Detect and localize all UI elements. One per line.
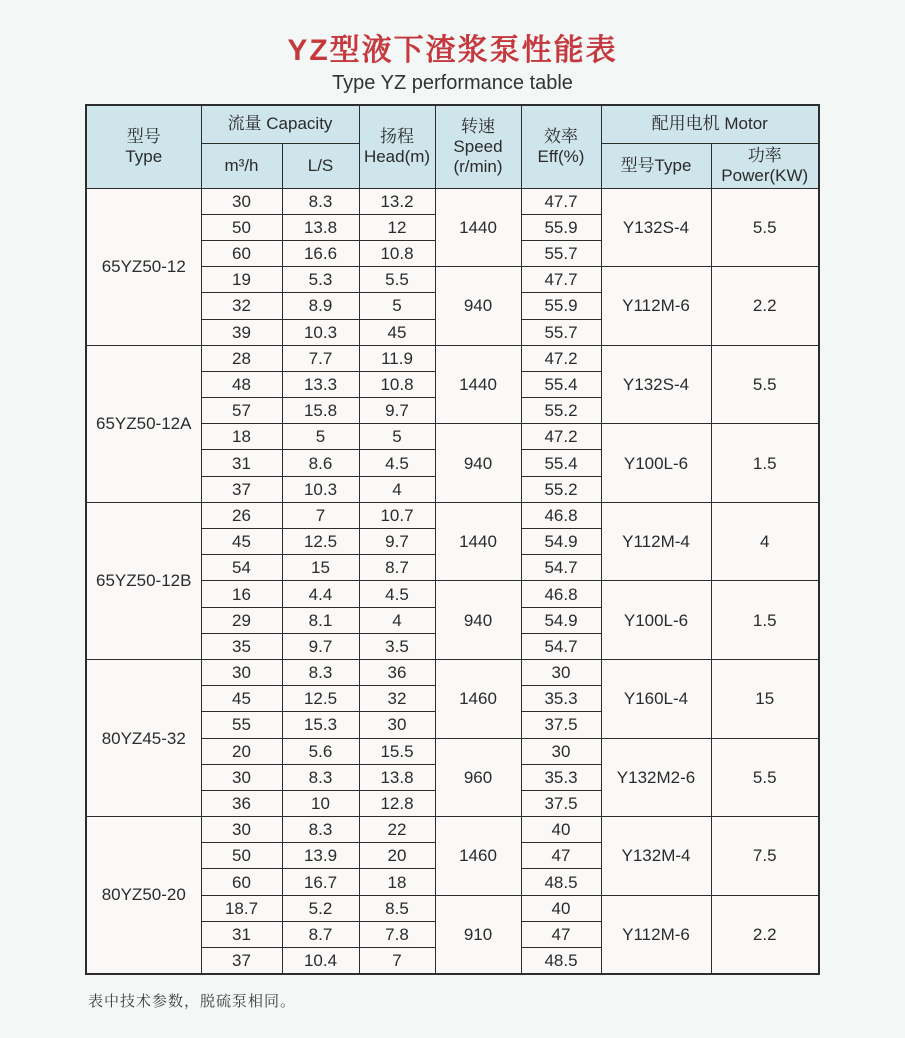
cell-head: 5 [359,293,435,319]
cell-head: 10.7 [359,502,435,528]
page-subtitle: Type YZ performance table [332,72,573,94]
cell-efficiency: 47.7 [521,188,601,214]
header-motor [601,105,819,143]
cell-flow-m3h: 60 [201,240,282,266]
cell-motor-type: Y132M2-6 [601,738,711,817]
cell-head: 15.5 [359,738,435,764]
cell-flow-ls: 10 [282,790,359,816]
cell-motor-type: Y112M-6 [601,267,711,346]
cell-flow-ls: 16.7 [282,869,359,895]
footnote: 表中技术参数，脱硫泵相同。 [88,992,297,1010]
cell-efficiency: 35.3 [521,686,601,712]
cell-head: 7.8 [359,921,435,947]
header-head-zh: 扬程 [380,126,414,146]
cell-flow-ls: 5 [282,424,359,450]
header-type [86,105,201,188]
cell-flow-m3h: 37 [201,476,282,502]
cell-efficiency: 47 [521,921,601,947]
page-title: YZ型液下渣浆泵性能表 [287,34,618,67]
cell-pump-model: 65YZ50-12B [86,502,201,659]
table-header [86,105,819,188]
cell-motor-power: 7.5 [711,817,819,896]
cell-flow-ls: 5.6 [282,738,359,764]
cell-motor-type: Y112M-6 [601,895,711,974]
cell-flow-ls: 13.3 [282,371,359,397]
cell-flow-m3h: 39 [201,319,282,345]
cell-flow-ls: 9.7 [282,633,359,659]
cell-flow-m3h: 18 [201,424,282,450]
cell-flow-ls: 13.8 [282,214,359,240]
cell-flow-ls: 7.7 [282,345,359,371]
cell-flow-m3h: 36 [201,790,282,816]
header-head [359,105,435,188]
cell-head: 12.8 [359,790,435,816]
cell-head: 4.5 [359,450,435,476]
cell-flow-m3h: 55 [201,712,282,738]
cell-flow-ls: 4.4 [282,581,359,607]
cell-motor-type: Y112M-4 [601,502,711,581]
cell-efficiency: 35.3 [521,764,601,790]
cell-flow-ls: 8.3 [282,764,359,790]
cell-flow-m3h: 31 [201,450,282,476]
cell-head: 8.7 [359,555,435,581]
cell-head: 36 [359,659,435,685]
cell-motor-type: Y132M-4 [601,817,711,896]
cell-head: 4 [359,476,435,502]
cell-speed: 1440 [435,345,521,424]
cell-flow-ls: 10.4 [282,948,359,974]
cell-head: 5 [359,424,435,450]
cell-motor-power: 1.5 [711,424,819,503]
cell-motor-type: Y100L-6 [601,424,711,503]
cell-flow-m3h: 16 [201,581,282,607]
cell-flow-m3h: 30 [201,659,282,685]
cell-flow-ls: 8.7 [282,921,359,947]
cell-flow-ls: 8.9 [282,293,359,319]
cell-flow-ls: 12.5 [282,686,359,712]
table-row [86,817,819,843]
cell-efficiency: 55.2 [521,476,601,502]
cell-flow-m3h: 45 [201,529,282,555]
table-row [86,502,819,528]
cell-motor-type: Y100L-6 [601,581,711,660]
cell-efficiency: 37.5 [521,790,601,816]
cell-head: 32 [359,686,435,712]
cell-head: 8.5 [359,895,435,921]
cell-speed: 940 [435,267,521,346]
cell-efficiency: 55.9 [521,214,601,240]
cell-efficiency: 30 [521,738,601,764]
cell-efficiency: 40 [521,895,601,921]
cell-efficiency: 37.5 [521,712,601,738]
cell-head: 11.9 [359,345,435,371]
cell-head: 10.8 [359,240,435,266]
cell-motor-type: Y160L-4 [601,659,711,738]
cell-efficiency: 54.7 [521,633,601,659]
cell-speed: 1440 [435,188,521,267]
header-row-1 [86,105,819,143]
cell-flow-m3h: 32 [201,293,282,319]
cell-head: 13.2 [359,188,435,214]
cell-efficiency: 55.7 [521,319,601,345]
cell-flow-m3h: 60 [201,869,282,895]
header-eff-zh: 效率 [544,126,578,146]
cell-efficiency: 55.9 [521,293,601,319]
cell-efficiency: 55.4 [521,450,601,476]
cell-flow-m3h: 19 [201,267,282,293]
cell-speed: 940 [435,581,521,660]
table-body [86,188,819,974]
cell-motor-power: 5.5 [711,345,819,424]
header-capacity [201,105,359,143]
cell-efficiency: 47.2 [521,345,601,371]
header-motor-power: 功率Power(KW) [711,143,819,188]
cell-speed: 940 [435,424,521,503]
cell-motor-type: Y132S-4 [601,188,711,267]
cell-speed: 910 [435,895,521,974]
cell-flow-ls: 13.9 [282,843,359,869]
cell-flow-m3h: 28 [201,345,282,371]
cell-efficiency: 54.9 [521,607,601,633]
header-eff-en: Eff(%) [537,146,585,166]
cell-efficiency: 55.2 [521,398,601,424]
cell-flow-m3h: 50 [201,214,282,240]
cell-flow-ls: 15.8 [282,398,359,424]
header-type-en: Type [125,146,163,166]
cell-flow-m3h: 31 [201,921,282,947]
cell-flow-m3h: 48 [201,371,282,397]
cell-efficiency: 55.4 [521,371,601,397]
cell-flow-m3h: 37 [201,948,282,974]
cell-efficiency: 46.8 [521,502,601,528]
cell-head: 5.5 [359,267,435,293]
cell-flow-ls: 16.6 [282,240,359,266]
cell-flow-m3h: 26 [201,502,282,528]
cell-head: 18 [359,869,435,895]
cell-flow-ls: 8.3 [282,817,359,843]
cell-flow-ls: 8.6 [282,450,359,476]
cell-flow-ls: 10.3 [282,476,359,502]
cell-motor-power: 2.2 [711,895,819,974]
cell-flow-ls: 5.2 [282,895,359,921]
cell-flow-ls: 8.1 [282,607,359,633]
cell-flow-m3h: 45 [201,686,282,712]
cell-flow-ls: 12.5 [282,529,359,555]
page [0,25,905,1011]
cell-efficiency: 40 [521,817,601,843]
cell-head: 30 [359,712,435,738]
cell-flow-m3h: 35 [201,633,282,659]
cell-head: 12 [359,214,435,240]
cell-pump-model: 65YZ50-12A [86,345,201,502]
cell-head: 4.5 [359,581,435,607]
header-eff [521,105,601,188]
table-row [86,345,819,371]
header-type-zh: 型号 [126,126,161,146]
cell-motor-type: Y132S-4 [601,345,711,424]
cell-flow-ls: 10.3 [282,319,359,345]
cell-flow-m3h: 18.7 [201,895,282,921]
cell-efficiency: 47.7 [521,267,601,293]
cell-flow-ls: 5.3 [282,267,359,293]
cell-speed: 1460 [435,817,521,896]
cell-motor-power: 1.5 [711,581,819,660]
cell-flow-m3h: 30 [201,188,282,214]
cell-flow-m3h: 30 [201,764,282,790]
header-speed [435,105,521,188]
cell-head: 10.8 [359,371,435,397]
cell-head: 13.8 [359,764,435,790]
cell-flow-m3h: 30 [201,817,282,843]
cell-pump-model: 65YZ50-12 [86,188,201,345]
header-capacity-label: 流量 Capacity [227,114,333,134]
cell-flow-m3h: 54 [201,555,282,581]
header-speed-unit: (r/min) [453,156,503,176]
cell-efficiency: 30 [521,659,601,685]
table-row [86,188,819,214]
cell-efficiency: 47 [521,843,601,869]
cell-speed: 1460 [435,659,521,738]
cell-head: 20 [359,843,435,869]
cell-flow-m3h: 57 [201,398,282,424]
cell-head: 7 [359,948,435,974]
cell-efficiency: 48.5 [521,948,601,974]
header-motor-type: 型号Type [601,143,711,188]
header-ls: L/S [282,143,359,188]
cell-motor-power: 2.2 [711,267,819,346]
cell-head: 45 [359,319,435,345]
cell-flow-ls: 7 [282,502,359,528]
header-m3h: m³/h [201,143,282,188]
cell-flow-m3h: 50 [201,843,282,869]
cell-motor-power: 4 [711,502,819,581]
cell-efficiency: 54.7 [521,555,601,581]
cell-pump-model: 80YZ50-20 [86,817,201,974]
cell-efficiency: 55.7 [521,240,601,266]
cell-head: 4 [359,607,435,633]
table-row [86,659,819,685]
header-speed-en: Speed [453,136,503,156]
cell-efficiency: 54.9 [521,529,601,555]
cell-motor-power: 15 [711,659,819,738]
header-speed-zh: 转速 [461,116,495,136]
header-motor-label: 配用电机 Motor [651,114,768,134]
performance-table [85,104,820,975]
cell-flow-ls: 15 [282,555,359,581]
cell-pump-model: 80YZ45-32 [86,659,201,816]
cell-flow-ls: 8.3 [282,659,359,685]
cell-motor-power: 5.5 [711,738,819,817]
cell-speed: 1440 [435,502,521,581]
cell-head: 9.7 [359,529,435,555]
cell-flow-m3h: 29 [201,607,282,633]
cell-motor-power: 5.5 [711,188,819,267]
cell-head: 9.7 [359,398,435,424]
cell-flow-ls: 15.3 [282,712,359,738]
cell-efficiency: 46.8 [521,581,601,607]
cell-flow-m3h: 20 [201,738,282,764]
cell-head: 3.5 [359,633,435,659]
cell-efficiency: 47.2 [521,424,601,450]
cell-efficiency: 48.5 [521,869,601,895]
cell-flow-ls: 8.3 [282,188,359,214]
cell-speed: 960 [435,738,521,817]
header-head-en: Head(m) [363,146,431,166]
cell-head: 22 [359,817,435,843]
